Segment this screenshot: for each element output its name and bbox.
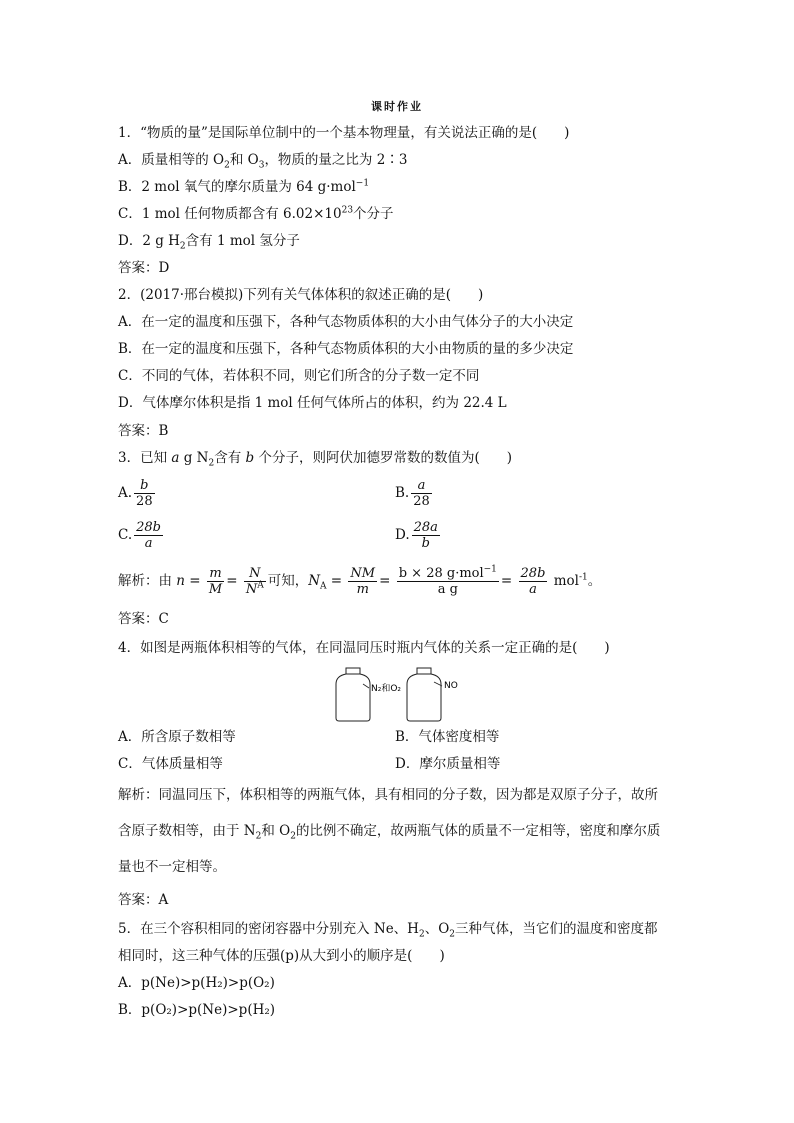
stem-text: g N xyxy=(179,450,209,466)
bottle-1-label: N₂和O₂ xyxy=(371,684,402,694)
question-3-stem xyxy=(118,449,512,467)
denominator: m xyxy=(356,582,369,597)
question-4-analysis-line-2 xyxy=(118,822,660,840)
stem-text: 、O xyxy=(424,921,450,937)
question-4-stem: 4．如图是两瓶体积相等的气体，在同温同压时瓶内气体的关系一定正确的是( ) xyxy=(118,640,610,656)
option-label: C. xyxy=(118,527,133,543)
subscript: A xyxy=(320,581,327,592)
superscript: −1 xyxy=(483,564,497,575)
numerator: 28b xyxy=(520,566,546,581)
option-text: C．1 mol 任何物质都含有 6.02×10 xyxy=(118,206,342,222)
superscript: A xyxy=(257,580,264,591)
stem-text: 5．在三个容积相同的密闭容器中分别充入 Ne、H xyxy=(118,921,419,937)
question-1-option-c xyxy=(118,205,394,223)
analysis-text: 。 xyxy=(587,573,602,589)
analysis-text: 和 O xyxy=(261,823,291,839)
question-4-analysis-line-3: 量也不一定相等。 xyxy=(118,859,226,875)
numerator: a xyxy=(411,478,432,494)
denominator: a xyxy=(529,582,537,597)
unit: mol xyxy=(549,573,579,589)
question-2-stem: 2．(2017·邢台模拟)下列有关气体体积的叙述正确的是( ) xyxy=(118,287,484,303)
denominator: a xyxy=(144,536,153,551)
numerator: N xyxy=(244,566,266,582)
option-text: D．2 g H xyxy=(118,233,180,249)
question-4-option-a: A．所含原子数相等 xyxy=(118,729,236,745)
question-1-option-d xyxy=(118,232,300,250)
stem-text: 三种气体，当它们的温度和密度都 xyxy=(455,921,658,937)
question-2-option-c: C．不同的气体，若体积不同，则它们所含的分子数一定不同 xyxy=(118,368,480,384)
denominator: 28 xyxy=(136,494,153,509)
subscript: 2 xyxy=(255,831,262,842)
subscript: 2 xyxy=(224,160,230,171)
fraction xyxy=(134,478,155,509)
variable: N xyxy=(308,573,321,589)
fraction xyxy=(348,566,377,597)
numerator: m xyxy=(207,566,224,582)
superscript: −1 xyxy=(355,178,370,189)
question-3-option-d xyxy=(395,520,442,551)
stem-text: 个分子，则阿伏加德罗常数的数值为( ) xyxy=(254,450,513,466)
question-1-stem: 1．“物质的量”是国际单位制中的一个基本物理量，有关说法正确的是( ) xyxy=(118,125,570,141)
subscript: 2 xyxy=(418,929,425,940)
question-4-option-c: C．气体质量相等 xyxy=(118,756,223,772)
question-2-option-b: B．在一定的温度和压强下，各种气态物质体积的大小由物质的量的多少决定 xyxy=(118,341,574,357)
question-5-stem-line-2: 相同时，这三种气体的压强(p)从大到小的顺序是( ) xyxy=(118,948,445,964)
numerator: 28b xyxy=(136,520,162,535)
question-4-option-d: D．摩尔质量相等 xyxy=(395,756,501,772)
question-1-answer: 答案：D xyxy=(118,260,170,276)
question-5-option-a: A．p(Ne)>p(H₂)>p(O₂) xyxy=(118,975,275,991)
option-label: B. xyxy=(395,485,410,501)
fraction xyxy=(207,566,224,597)
fraction xyxy=(134,520,163,551)
subscript: 2 xyxy=(290,831,296,842)
subscript: 2 xyxy=(208,458,215,469)
question-5-option-b: B．p(O₂)>p(Ne)>p(H₂) xyxy=(118,1002,276,1018)
subscript: 2 xyxy=(449,929,456,940)
denominator: a g xyxy=(437,582,458,597)
option-label: D. xyxy=(395,527,410,543)
numerator: 28a xyxy=(413,520,438,535)
question-4-option-b: B．气体密度相等 xyxy=(395,729,500,745)
option-label: A. xyxy=(118,485,133,501)
question-3-analysis: 解析：由 n = $\frac{m}{M}$ = $\frac{N}{N^A}$ 可知，$N_A$ = $\frac{NM}{m}$ = $\frac{b \times 28 g\cdot mol^{-1}}{\text{a g}}$ = $\frac{28b}{a}$ mol$^{-1}$。 xyxy=(118,564,602,597)
fraction xyxy=(397,566,499,597)
option-text: ，物质的量之比为 2∶3 xyxy=(264,152,408,168)
question-3-option-c xyxy=(118,520,165,551)
question-2-option-d: D．气体摩尔体积是指 1 mol 任何气体所占的体积，约为 22.4 L xyxy=(118,395,507,411)
bottle-no xyxy=(407,668,458,721)
analysis-label: 解析：由 xyxy=(118,573,177,589)
option-text: A．质量相等的 O xyxy=(118,152,225,168)
fraction xyxy=(519,566,548,597)
superscript: -1 xyxy=(578,572,588,583)
option-text: 个分子 xyxy=(353,206,394,222)
formula-text: b × 28 g·mol xyxy=(398,566,484,581)
denominator: 28 xyxy=(413,494,430,509)
analysis-text: 可知， xyxy=(267,573,309,589)
numerator: NM xyxy=(350,566,376,581)
denominator: M xyxy=(208,582,223,597)
bottle-n2-o2 xyxy=(336,668,401,721)
fraction xyxy=(244,566,266,597)
numerator xyxy=(397,566,499,582)
question-3-option-a xyxy=(118,478,157,509)
analysis-text: 含原子数相等，由于 N xyxy=(118,823,256,839)
question-2-answer: 答案：B xyxy=(118,423,169,439)
subscript: 2 xyxy=(179,241,186,252)
superscript: 23 xyxy=(341,205,354,216)
fraction xyxy=(412,520,440,551)
variable: N xyxy=(245,582,258,597)
gas-bottles-figure xyxy=(333,666,463,722)
stem-text: 含有 xyxy=(214,450,246,466)
option-text: 和 O xyxy=(229,152,259,168)
question-2-option-a: A．在一定的温度和压强下，各种气态物质体积的大小由气体分子的大小决定 xyxy=(118,314,574,330)
numerator: b xyxy=(134,478,155,494)
question-4-answer: 答案：A xyxy=(118,892,169,908)
subscript: 3 xyxy=(258,160,265,171)
fraction xyxy=(411,478,432,509)
page-title: 课时作业 xyxy=(371,100,423,113)
question-5-stem-line-1 xyxy=(118,920,658,938)
question-1-option-a xyxy=(118,151,407,169)
question-1-option-b xyxy=(118,178,369,196)
option-text: B．2 mol 氧气的摩尔质量为 64 g·mol xyxy=(118,179,356,195)
bottle-2-label: NO xyxy=(444,681,458,691)
variable: a xyxy=(171,450,180,466)
question-3-option-b xyxy=(395,478,434,509)
option-text: 含有 1 mol 氢分子 xyxy=(185,233,300,249)
analysis-text: 的比例不确定，故两瓶气体的质量不一定相等，密度和摩尔质 xyxy=(295,823,661,839)
denominator: b xyxy=(421,536,430,551)
denominator xyxy=(244,582,266,597)
question-4-analysis-line-1: 解析：同温同压下，体积相等的两瓶气体，具有相同的分子数，因为都是双原子分子，故所 xyxy=(118,787,658,803)
question-3-answer: 答案：C xyxy=(118,611,169,627)
variable: n xyxy=(176,573,185,589)
stem-text: 3．已知 xyxy=(118,450,172,466)
variable: b xyxy=(245,450,255,466)
